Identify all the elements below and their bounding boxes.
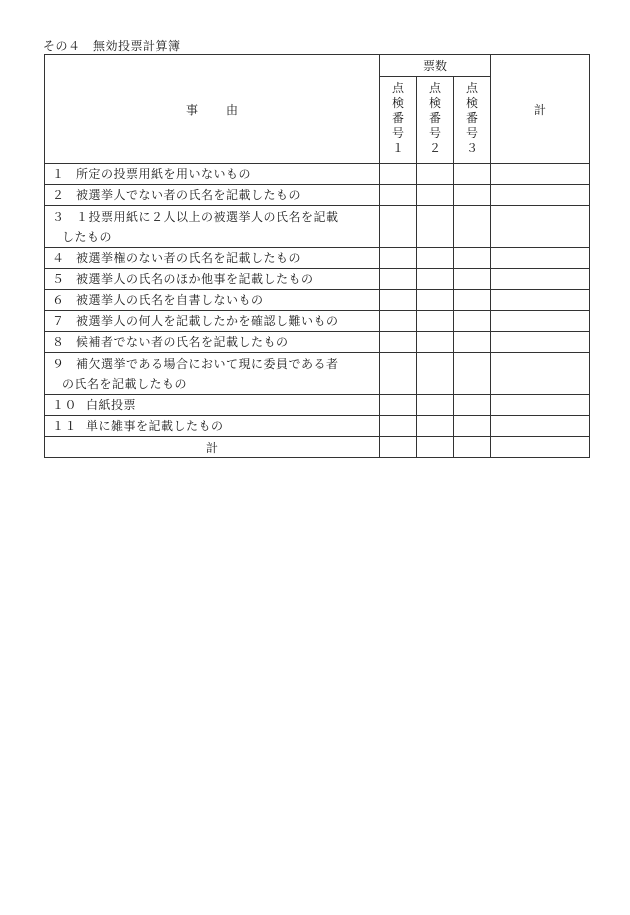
reason-cell: [45, 332, 380, 353]
check-1-cell[interactable]: [380, 248, 417, 269]
check-2-cell[interactable]: [417, 332, 454, 353]
reason-text: 所定の投票用紙を用いないもの: [76, 167, 252, 181]
table-row: [45, 269, 590, 290]
check-3-cell[interactable]: [454, 206, 491, 248]
reason-text: 白紙投票: [86, 398, 137, 412]
table-row: [45, 332, 590, 353]
reason-cell: [45, 206, 380, 248]
reason-number: ５: [52, 272, 65, 286]
total-cell[interactable]: [491, 248, 590, 269]
check-3-total-cell[interactable]: [454, 437, 491, 458]
reason-cell: [45, 248, 380, 269]
reason-text: 単に雑事を記載したもの: [86, 419, 224, 433]
reason-number: １０: [52, 398, 78, 412]
reason-text: 被選挙権のない者の氏名を記載したもの: [76, 251, 302, 265]
check-2-cell[interactable]: [417, 185, 454, 206]
header-check-1-label: 点検番号１: [391, 81, 404, 155]
check-1-cell[interactable]: [380, 311, 417, 332]
check-3-cell[interactable]: [454, 353, 491, 395]
invalid-ballot-table: [44, 54, 590, 458]
table-row: [45, 248, 590, 269]
total-cell[interactable]: [491, 311, 590, 332]
reason-cell: [45, 311, 380, 332]
reason-number: ８: [52, 335, 65, 349]
check-1-cell[interactable]: [380, 332, 417, 353]
total-cell[interactable]: [491, 185, 590, 206]
reason-text: 被選挙人の氏名のほか他事を記載したもの: [76, 272, 314, 286]
reason-number: ３: [52, 209, 65, 224]
reason-text: １投票用紙に２人以上の被選挙人の氏名を記載: [76, 209, 339, 224]
table-row: [45, 164, 590, 185]
grand-total-cell[interactable]: [491, 437, 590, 458]
reason-cell: [45, 353, 380, 395]
reason-cell: [45, 416, 380, 437]
document-title: その４ 無効投票計算簿: [43, 39, 181, 53]
check-2-cell[interactable]: [417, 395, 454, 416]
reason-number: １: [52, 167, 65, 181]
check-2-cell[interactable]: [417, 416, 454, 437]
total-cell[interactable]: [491, 353, 590, 395]
header-check-3-label: 点検番号３: [465, 81, 478, 155]
header-check-2: [417, 77, 454, 164]
reason-text-continued: したもの: [62, 229, 113, 244]
total-row: [45, 437, 590, 458]
check-3-cell[interactable]: [454, 269, 491, 290]
check-1-cell[interactable]: [380, 290, 417, 311]
reason-text: 被選挙人の氏名を自書しないもの: [76, 293, 264, 307]
reason-number: ４: [52, 251, 65, 265]
check-3-cell[interactable]: [454, 290, 491, 311]
check-1-cell[interactable]: [380, 269, 417, 290]
total-cell[interactable]: [491, 290, 590, 311]
check-1-cell[interactable]: [380, 206, 417, 248]
table-row: [45, 185, 590, 206]
check-3-cell[interactable]: [454, 311, 491, 332]
check-3-cell[interactable]: [454, 185, 491, 206]
reason-text-continued: の氏名を記載したもの: [62, 376, 188, 391]
header-check-3: [454, 77, 491, 164]
header-check-1: [380, 77, 417, 164]
total-cell[interactable]: [491, 332, 590, 353]
total-cell[interactable]: [491, 206, 590, 248]
reason-number: ２: [52, 188, 65, 202]
total-cell[interactable]: [491, 164, 590, 185]
reason-cell: [45, 290, 380, 311]
total-cell[interactable]: [491, 269, 590, 290]
reason-cell: [45, 269, 380, 290]
total-row-label: 計: [45, 437, 380, 458]
reason-number: ７: [52, 314, 65, 328]
check-2-cell[interactable]: [417, 248, 454, 269]
table-row: [45, 290, 590, 311]
check-2-cell[interactable]: [417, 353, 454, 395]
header-check-2-label: 点検番号２: [428, 81, 441, 155]
check-1-cell[interactable]: [380, 164, 417, 185]
table-row: [45, 206, 590, 248]
reason-text: 補欠選挙である場合において現に委員である者: [76, 356, 339, 371]
reason-number: １１: [52, 419, 78, 433]
reason-cell: [45, 164, 380, 185]
check-2-cell[interactable]: [417, 269, 454, 290]
check-2-total-cell[interactable]: [417, 437, 454, 458]
check-2-cell[interactable]: [417, 311, 454, 332]
check-2-cell[interactable]: [417, 164, 454, 185]
table-row: [45, 353, 590, 395]
table-row: [45, 416, 590, 437]
reason-text: 候補者でない者の氏名を記載したもの: [76, 335, 289, 349]
reason-number: ９: [52, 356, 65, 371]
reason-number: ６: [52, 293, 65, 307]
header-reason: 事由: [45, 55, 380, 164]
header-vote-count: 票数: [380, 55, 491, 77]
check-1-cell[interactable]: [380, 353, 417, 395]
total-cell[interactable]: [491, 416, 590, 437]
check-1-cell[interactable]: [380, 185, 417, 206]
check-2-cell[interactable]: [417, 290, 454, 311]
table-row: [45, 311, 590, 332]
check-3-cell[interactable]: [454, 395, 491, 416]
reason-text: 被選挙人の何人を記載したかを確認し難いもの: [76, 314, 339, 328]
reason-cell: [45, 185, 380, 206]
reason-text: 被選挙人でない者の氏名を記載したもの: [76, 188, 302, 202]
check-1-cell[interactable]: [380, 416, 417, 437]
check-3-cell[interactable]: [454, 416, 491, 437]
reason-cell: [45, 395, 380, 416]
check-3-cell[interactable]: [454, 248, 491, 269]
check-1-cell[interactable]: [380, 395, 417, 416]
check-3-cell[interactable]: [454, 332, 491, 353]
check-2-cell[interactable]: [417, 206, 454, 248]
check-3-cell[interactable]: [454, 164, 491, 185]
total-cell[interactable]: [491, 395, 590, 416]
check-1-total-cell[interactable]: [380, 437, 417, 458]
table-row: [45, 395, 590, 416]
header-total: 計: [491, 55, 590, 164]
